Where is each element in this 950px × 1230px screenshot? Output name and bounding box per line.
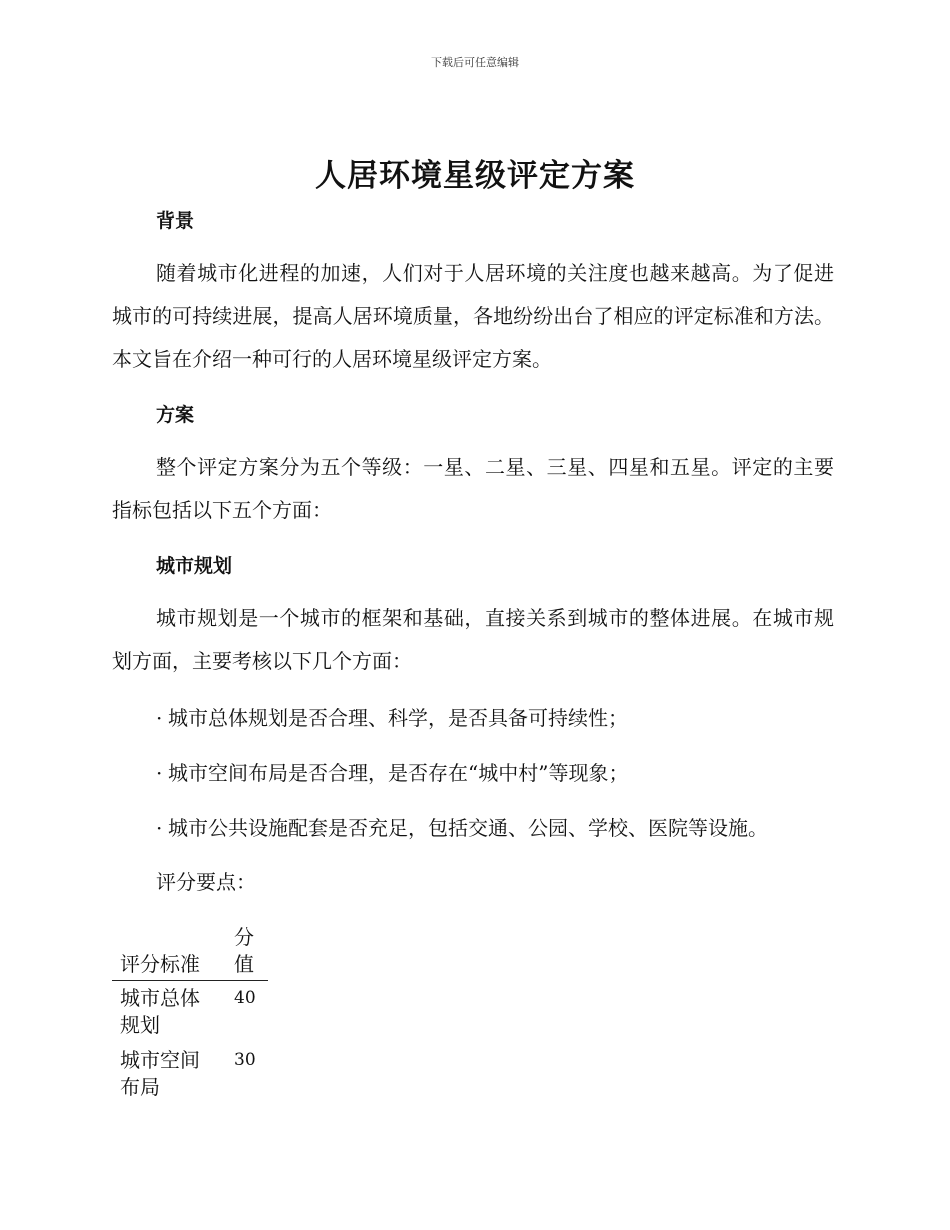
bullet-item-public-facilities [156, 814, 768, 842]
bullet-text: 城市空间布局是否合理，是否存在“城中村”等现象； [168, 761, 629, 785]
bullet-item-overall-planning [156, 704, 628, 732]
table-cell-score: 40 [234, 988, 256, 1008]
scoring-table [112, 920, 268, 1105]
table-header-criteria: 评分标准 [112, 920, 226, 981]
table-header-row [112, 920, 268, 981]
scoring-points-label: 评分要点： [156, 870, 256, 894]
background-paragraph: 随着城市化进程的加速，人们对于人居环境的关注度也越来越高。为了促进城市的可持续进展，提高人居环境质量，各地纷纷出台了相应的评定标准和方法。本文旨在介绍一种可行的人居环境星级评定方案。 [112, 261, 834, 371]
table-header-score: 分值 [226, 920, 268, 981]
section-heading-background: 背景 [156, 210, 195, 232]
bullet-dot-icon: · [156, 706, 163, 730]
table-cell-criteria: 城市空间布局 [120, 1048, 200, 1099]
document-title: 人居环境星级评定方案 [315, 158, 635, 194]
section-heading-urban-planning: 城市规划 [156, 555, 233, 577]
bullet-dot-icon: · [156, 816, 163, 840]
table-cell-criteria: 城市总体规划 [120, 986, 200, 1037]
bullet-dot-icon: · [156, 761, 163, 785]
bullet-text: 城市公共设施配套是否充足，包括交通、公园、学校、医院等设施。 [168, 816, 768, 840]
section-heading-plan: 方案 [156, 404, 195, 426]
page-header-note: 下载后可任意编辑 [431, 56, 519, 69]
plan-paragraph: 整个评定方案分为五个等级：一星、二星、三星、四星和五星。评定的主要指标包括以下五个方面： [112, 455, 834, 522]
bullet-text: 城市总体规划是否合理、科学，是否具备可持续性； [168, 706, 628, 730]
table-row [112, 981, 268, 1044]
urban-planning-paragraph: 城市规划是一个城市的框架和基础，直接关系到城市的整体进展。在城市规划方面，主要考核以下几个方面： [112, 606, 834, 673]
table-row [112, 1043, 268, 1105]
bullet-item-spatial-layout [156, 759, 628, 787]
table-cell-score: 30 [234, 1050, 256, 1070]
